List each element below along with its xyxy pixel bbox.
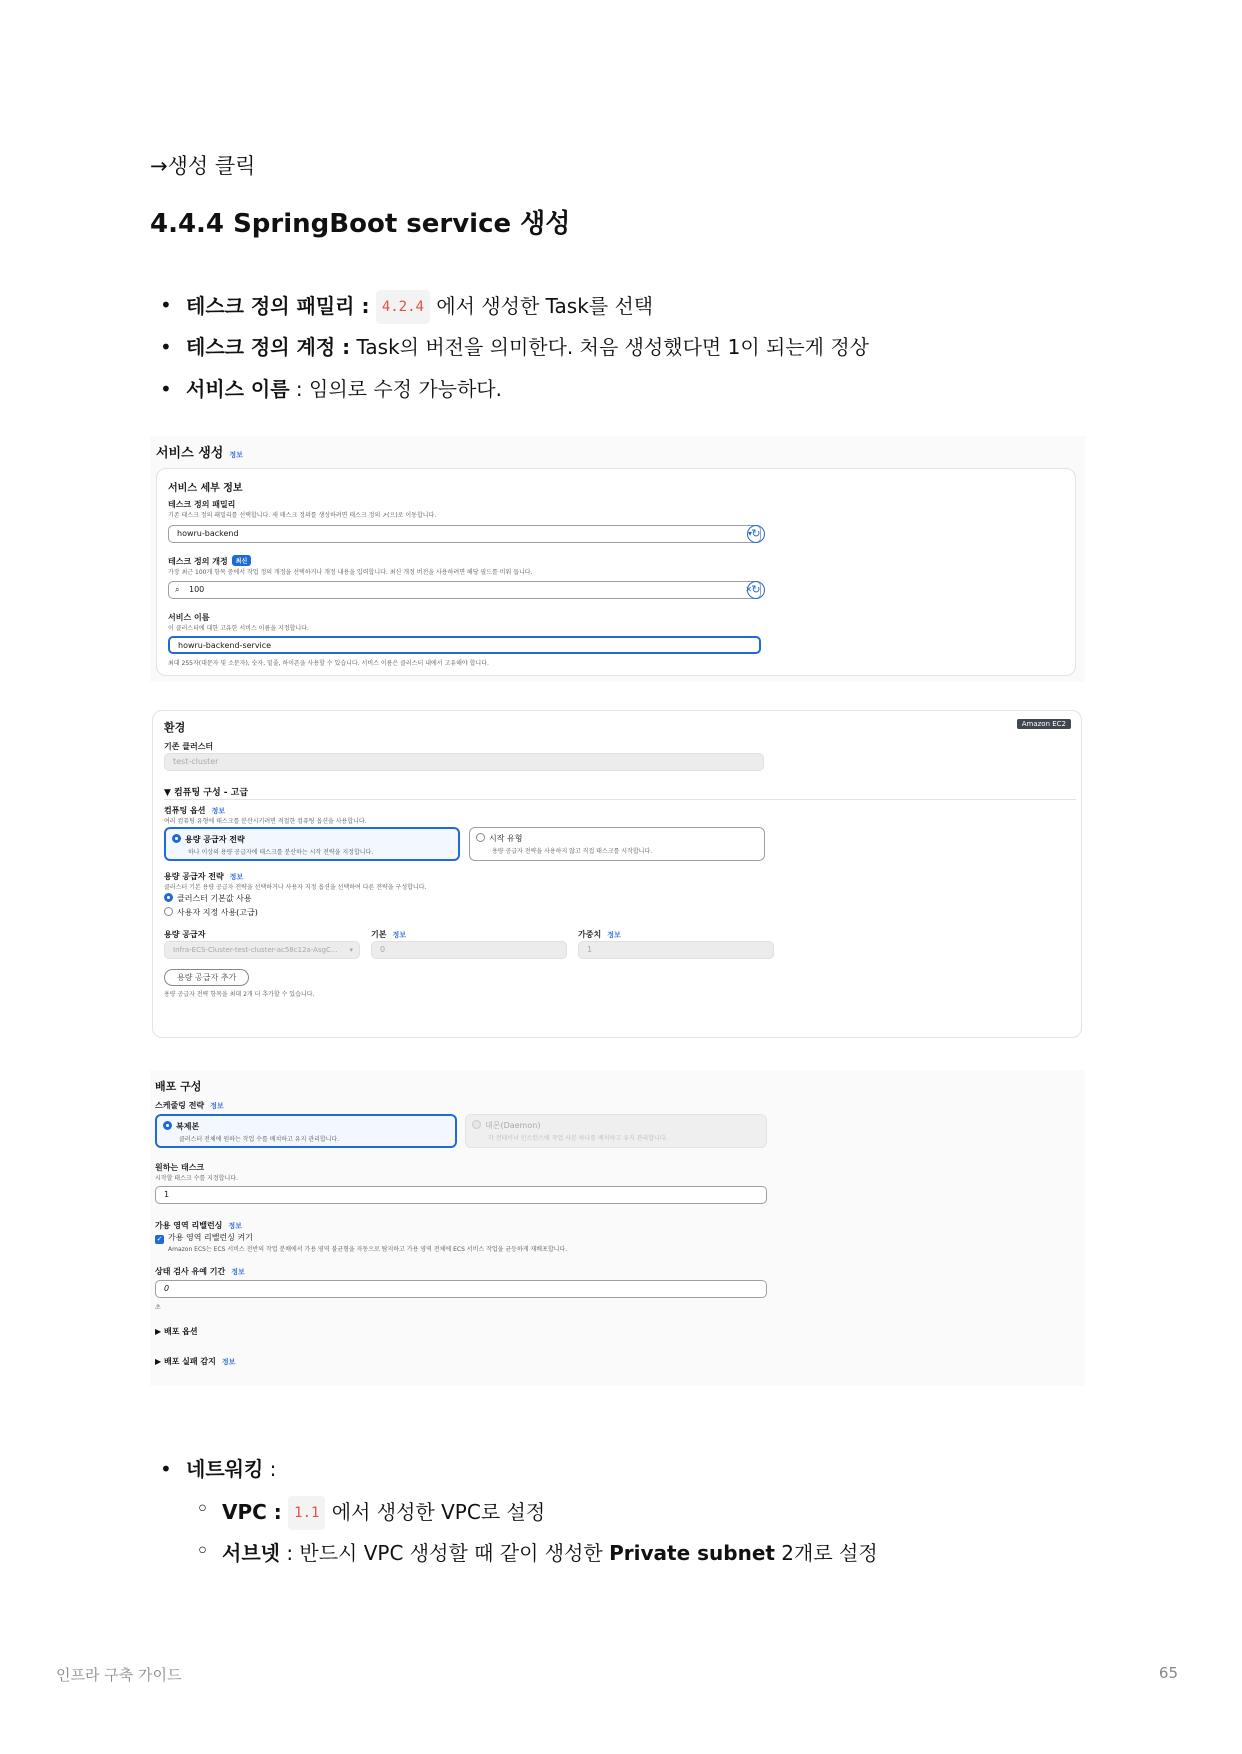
az-rebalance-help: Amazon ECS는 ECS 서비스 전반의 작업 분배에서 가용 영역 불균형을 자동으로 탐지하고 가용 영역 전체에 ECS 서비스 작업을 균등하게 재배포합니다. xyxy=(168,1246,568,1253)
service-create-title: 서비스 생성 xyxy=(156,446,224,461)
info-link[interactable]: 정보 xyxy=(229,873,244,881)
card-title: 서비스 세부 정보 xyxy=(168,483,243,494)
desired-tasks-input[interactable]: 1 xyxy=(155,1186,767,1204)
strategy-radio-default[interactable]: 클러스터 기본값 사용 xyxy=(164,893,252,904)
base-label: 기본 xyxy=(371,930,387,939)
field-bullet-list xyxy=(160,290,869,416)
section-title: 4.4.4 SpringBoot service 생성 xyxy=(150,209,571,239)
search-icon: ⌕ xyxy=(175,585,180,594)
info-link[interactable]: 정보 xyxy=(229,451,243,459)
info-link[interactable]: 정보 xyxy=(211,807,225,815)
footer-doc-title: 인프라 구축 가이드 xyxy=(56,1666,182,1684)
service-name-label: 서비스 이름 xyxy=(168,613,210,622)
compute-option-help: 여러 컴퓨팅 유형에 태스크를 분산시키려면 적절한 컴퓨팅 옵션을 사용합니다. xyxy=(164,818,367,825)
refresh-icon[interactable]: ↻ xyxy=(747,581,765,599)
info-link[interactable]: 정보 xyxy=(231,1268,245,1276)
schedule-label: 스케줄링 전략 xyxy=(155,1101,205,1110)
provider-label: 용량 공급자 xyxy=(164,930,206,939)
revision-input[interactable]: ⌕ 100 ✕ xyxy=(168,581,761,599)
page-number: 65 xyxy=(1158,1664,1178,1682)
add-provider-button[interactable]: 용량 공급자 추가 xyxy=(164,969,249,986)
service-detail-card xyxy=(156,468,1076,676)
radio-selected-icon xyxy=(164,893,173,902)
launch-type-badge: Amazon EC2 xyxy=(1017,719,1071,729)
bullet-family: • 테스크 정의 패밀리 : 4.2.4 에서 생성한 Task를 선택 xyxy=(160,290,869,332)
grace-period-input[interactable]: 0 xyxy=(155,1280,767,1298)
radio-icon xyxy=(164,907,173,916)
info-link[interactable]: 정보 xyxy=(210,1102,224,1110)
revision-help: 가장 최근 100개 항목 중에서 작업 정의 개정을 선택하거나 개정 내용을 입력합니다. 최신 개정 버전을 사용하려면 해당 필드를 비워 둡니다. xyxy=(168,569,533,576)
section-ref-chip: 4.2.4 xyxy=(376,290,430,324)
deploy-failure-toggle[interactable]: ▶ 배포 실패 감지 xyxy=(155,1357,216,1366)
weight-label: 가중치 xyxy=(578,930,602,939)
info-link[interactable]: 정보 xyxy=(228,1222,242,1230)
service-name-input[interactable]: howru-backend-service xyxy=(168,636,761,654)
cluster-label: 기존 클러스터 xyxy=(164,742,214,751)
family-label: 테스크 정의 패밀리 xyxy=(168,500,236,509)
environment-title: 환경 xyxy=(164,721,186,734)
radio-disabled-icon xyxy=(472,1120,481,1129)
info-link[interactable]: 정보 xyxy=(221,1358,236,1366)
info-link[interactable]: 정보 xyxy=(607,931,621,939)
az-rebalance-label: 가용 영역 리밸런싱 xyxy=(155,1221,223,1230)
networking-bullets xyxy=(160,1454,878,1580)
az-rebalance-checkbox[interactable]: ✓ 가용 영역 리밸런싱 켜기 xyxy=(156,1233,253,1243)
strategy-radio-custom[interactable]: 사용자 지정 사용(고급) xyxy=(164,907,258,918)
clear-icon[interactable]: ✕ xyxy=(745,585,752,594)
grace-period-label: 상태 검사 유예 기간 xyxy=(155,1267,226,1276)
option-launch-type[interactable]: 시작 유형 용량 공급자 전략을 사용하지 않고 직접 태스크를 시작합니다. xyxy=(469,827,765,861)
bullet-revision: • 테스크 정의 계정 : Task의 버전을 의미한다. 처음 생성했다면 1이 되는게 정상 xyxy=(160,332,869,374)
desired-help: 시작할 태스크 수를 지정합니다. xyxy=(155,1175,238,1182)
divider xyxy=(164,799,1076,800)
provider-select: Infra-ECS-Cluster-test-cluster-ac58c12a-AsgC... ▾ xyxy=(164,941,360,959)
option-daemon: 대몬(Daemon) 각 컨테이너 인스턴스에 작업 사본 하나를 배치하고 유지 관리합니다. xyxy=(465,1114,767,1148)
add-provider-help: 용량 공급자 전략 항목을 최대 2개 더 추가할 수 있습니다. xyxy=(164,991,315,998)
family-select[interactable]: howru-backend ▾ xyxy=(168,525,761,543)
environment-card xyxy=(152,710,1082,1038)
base-input: 0 xyxy=(371,941,567,959)
option-replica[interactable]: 복제본 클러스터 전체에 원하는 작업 수를 배치하고 유지 관리합니다. xyxy=(155,1114,457,1148)
family-help: 기존 태스크 정의 패밀리를 선택합니다. 새 태스크 정의를 생성하려면 태스크 정의 ↗(으)로 이동합니다. xyxy=(168,512,437,519)
latest-badge: 최신 xyxy=(232,555,252,566)
revision-label: 테스크 정의 개정 xyxy=(168,557,228,566)
bullet-service-name: • 서비스 이름 : 임의로 수정 가능하다. xyxy=(160,374,869,416)
screenshot-service-create xyxy=(150,436,1085,682)
compute-config-toggle[interactable]: ▼ 컴퓨팅 구성 - 고급 xyxy=(164,788,249,798)
desired-label: 원하는 태스크 xyxy=(155,1163,205,1172)
service-name-help: 이 클러스터에 대한 고유한 서비스 이름을 지정합니다. xyxy=(168,625,309,632)
info-link[interactable]: 정보 xyxy=(392,931,406,939)
chevron-down-icon: ▾ xyxy=(747,529,752,538)
weight-input: 1 xyxy=(578,941,774,959)
strategy-label: 용량 공급자 전략 xyxy=(164,872,224,881)
deployment-title: 배포 구성 xyxy=(155,1080,202,1093)
service-name-constraint: 최대 255자(대문자 및 소문자), 숫자, 밑줄, 하이픈을 사용할 수 있습니다. 서비스 이름은 클러스터 내에서 고유해야 합니다. xyxy=(168,660,489,667)
radio-icon xyxy=(476,833,485,842)
checkbox-checked-icon: ✓ xyxy=(156,1235,163,1243)
screenshot-environment xyxy=(150,706,1085,1042)
cluster-field: test-cluster xyxy=(164,753,764,771)
chevron-down-icon: ▾ xyxy=(349,946,353,954)
option-capacity-provider[interactable]: 용량 공급자 전략 하나 이상의 용량 공급자에 태스크를 분산하는 시작 전략을 지정합니다. xyxy=(164,827,460,861)
bullet-subnet: ◦ 서브넷 : 반드시 VPC 생성할 때 같이 생성한 Private subnet 2개로 설정 xyxy=(196,1538,878,1580)
strategy-help: 클러스터 기본 용량 공급자 전략을 선택하거나 사용자 지정 옵션을 선택하여 다른 전략을 구성합니다. xyxy=(164,884,427,891)
screenshot-deployment xyxy=(150,1070,1085,1386)
refresh-icon[interactable]: ↻ xyxy=(747,525,765,543)
grace-period-unit: 초 xyxy=(155,1304,161,1311)
networking-sub-list xyxy=(196,1496,878,1580)
bullet-vpc: ◦ VPC : 1.1 에서 생성한 VPC로 설정 xyxy=(196,1496,878,1538)
bullet-networking: • 네트워킹 : ◦ VPC : 1.1 에서 생성한 VPC로 설정 ◦ 서브넷 : 반드시 VPC 생성할 때 같이 생성한 Private subnet 2개로 설정 xyxy=(160,1454,878,1580)
section-ref-chip: 1.1 xyxy=(288,1496,325,1530)
radio-selected-icon xyxy=(172,834,181,843)
intro-line: →생성 클릭 xyxy=(150,154,256,178)
compute-option-label: 컴퓨팅 옵션 xyxy=(164,806,206,815)
deploy-options-toggle[interactable]: ▶ 배포 옵션 xyxy=(155,1327,198,1336)
radio-selected-icon xyxy=(163,1121,172,1130)
